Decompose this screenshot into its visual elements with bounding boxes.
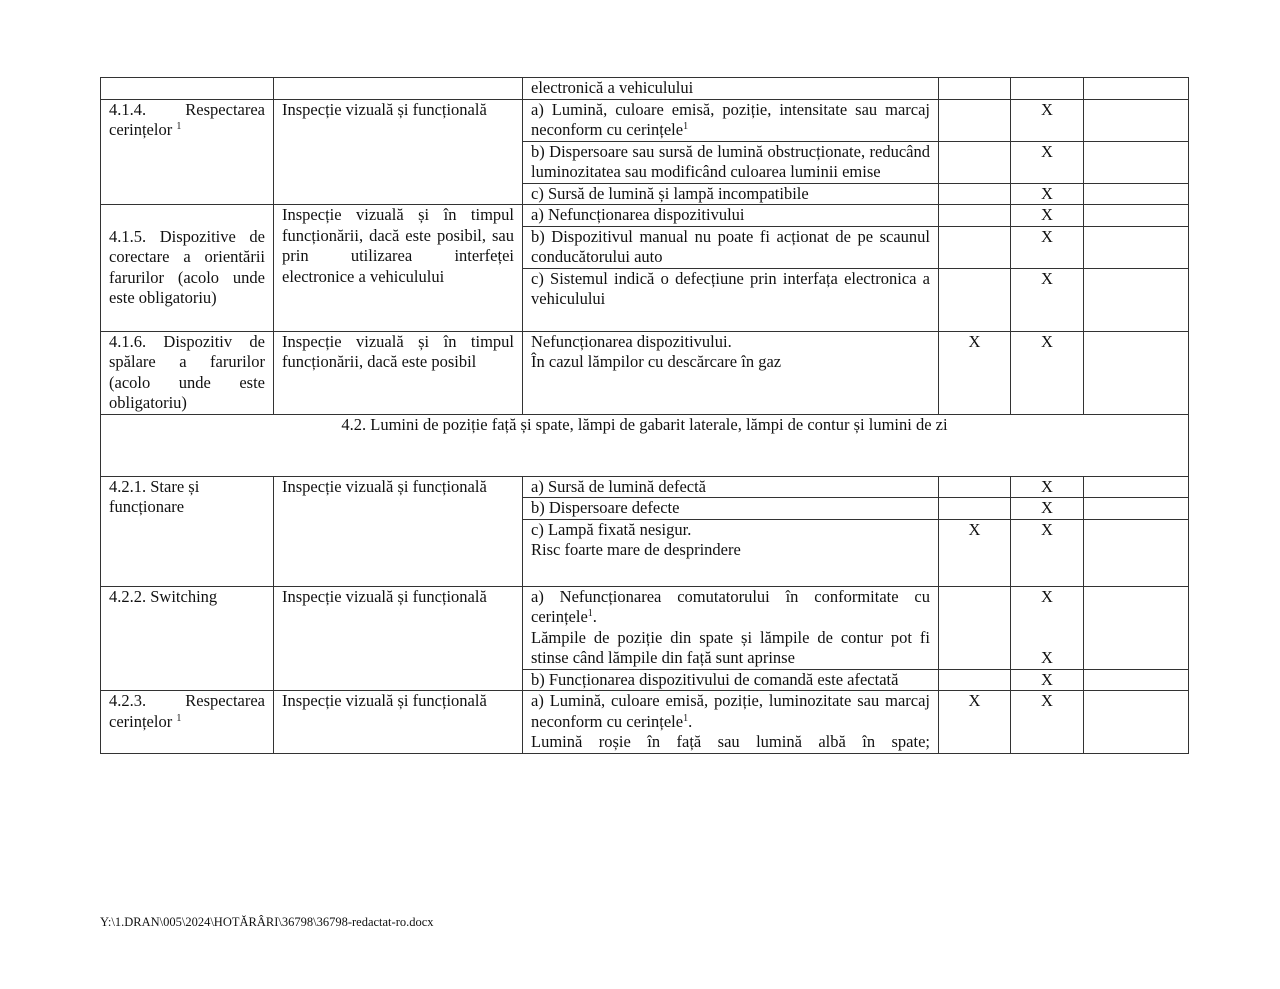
method-cell: Inspecție vizuală și funcțională: [274, 586, 523, 691]
item-cell: 4.2.1. Stare și funcționare: [101, 476, 274, 586]
section-heading: 4.2. Lumini de poziție față și spate, lămpi de gabarit laterale, lămpi de contur și lumini de zi: [101, 414, 1189, 476]
major-mark: X: [1011, 268, 1084, 331]
deficiency-cell: electronică a vehiculului: [523, 78, 939, 100]
major-mark: X: [1011, 476, 1084, 498]
section-row: [101, 414, 1189, 476]
major-mark: X: [1011, 498, 1084, 520]
inspection-table: [100, 77, 1189, 754]
deficiency-cell: b) Dispozitivul manual nu poate fi acționat de pe scaunul conducătorului auto: [523, 226, 939, 268]
file-path-footer: Y:\1.DRAN\005\2024\HOTĂRÂRI\36798\36798-redactat-ro.docx: [100, 915, 434, 929]
table-row: [101, 331, 1189, 414]
item-cell: 4.1.6. Dispozitiv de spălare a farurilor (acolo unde este obligatoriu): [101, 331, 274, 414]
deficiency-cell: b) Funcționarea dispozitivului de comandă este afectată: [523, 669, 939, 691]
method-cell: Inspecție vizuală și funcțională: [274, 691, 523, 754]
major-mark: X: [1011, 331, 1084, 414]
table-row: [101, 691, 1189, 754]
major-mark: X: [1011, 183, 1084, 205]
deficiency-cell: Nefuncționarea dispozitivului. În cazul lămpilor cu descărcare în gaz: [523, 331, 939, 414]
major-mark: X: [1011, 669, 1084, 691]
major-mark: X: [1011, 141, 1084, 183]
deficiency-cell: a) Lumină, culoare emisă, poziție, luminozitate sau marcaj neconform cu cerințele$^1$. Lumină roșie în față sau lumină albă în spate;: [523, 691, 939, 754]
deficiency-cell: c) Sursă de lumină și lampă incompatibile: [523, 183, 939, 205]
table-row: [101, 586, 1189, 669]
deficiency-cell: a) Nefuncționarea dispozitivului: [523, 205, 939, 227]
major-mark: X: [1011, 691, 1084, 754]
table-row: [101, 205, 1189, 227]
item-cell: 4.2.3. Respectarea cerințelor $^1$: [101, 691, 274, 754]
deficiency-cell: c) Sistemul indică o defecțiune prin interfața electronica a vehiculului: [523, 268, 939, 331]
item-cell: 4.1.4. Respectarea cerințelor $^1$: [101, 99, 274, 205]
table-row: [101, 99, 1189, 141]
table-row: [101, 476, 1189, 498]
major-mark: X: [1011, 205, 1084, 227]
item-cell: 4.2.2. Switching: [101, 586, 274, 691]
deficiency-cell: a) Nefuncționarea comutatorului în conformitate cu cerințele$^1$. Lămpile de poziție din spate și lămpile de contur pot fi stinse când lămpile din față sunt aprinse: [523, 586, 939, 669]
major-mark: X X: [1011, 586, 1084, 669]
method-cell: Inspecție vizuală și funcțională: [274, 99, 523, 205]
deficiency-cell: b) Dispersoare sau sursă de lumină obstrucționate, reducând luminozitatea sau modificând culoarea luminii emise: [523, 141, 939, 183]
deficiency-cell: b) Dispersoare defecte: [523, 498, 939, 520]
major-mark: X: [1011, 226, 1084, 268]
major-mark: X: [1011, 519, 1084, 586]
method-cell: Inspecție vizuală și în timpul funcționării, dacă este posibil: [274, 331, 523, 414]
deficiency-cell: a) Lumină, culoare emisă, poziție, intensitate sau marcaj neconform cu cerințele$^1$: [523, 99, 939, 141]
method-cell: Inspecție vizuală și în timpul funcționării, dacă este posibil, sau prin utilizarea interfeței electronice a vehiculului: [274, 205, 523, 332]
minor-mark: X: [939, 331, 1011, 414]
major-mark: X: [1011, 99, 1084, 141]
table-row: [101, 78, 1189, 100]
method-cell: Inspecție vizuală și funcțională: [274, 476, 523, 586]
deficiency-cell: a) Sursă de lumină defectă: [523, 476, 939, 498]
minor-mark: X: [939, 519, 1011, 586]
item-cell: 4.1.5. Dispozitive de corectare a orientării farurilor (acolo unde este obligatoriu): [101, 205, 274, 332]
minor-mark: X: [939, 691, 1011, 754]
deficiency-cell: c) Lampă fixată nesigur. Risc foarte mare de desprindere: [523, 519, 939, 586]
